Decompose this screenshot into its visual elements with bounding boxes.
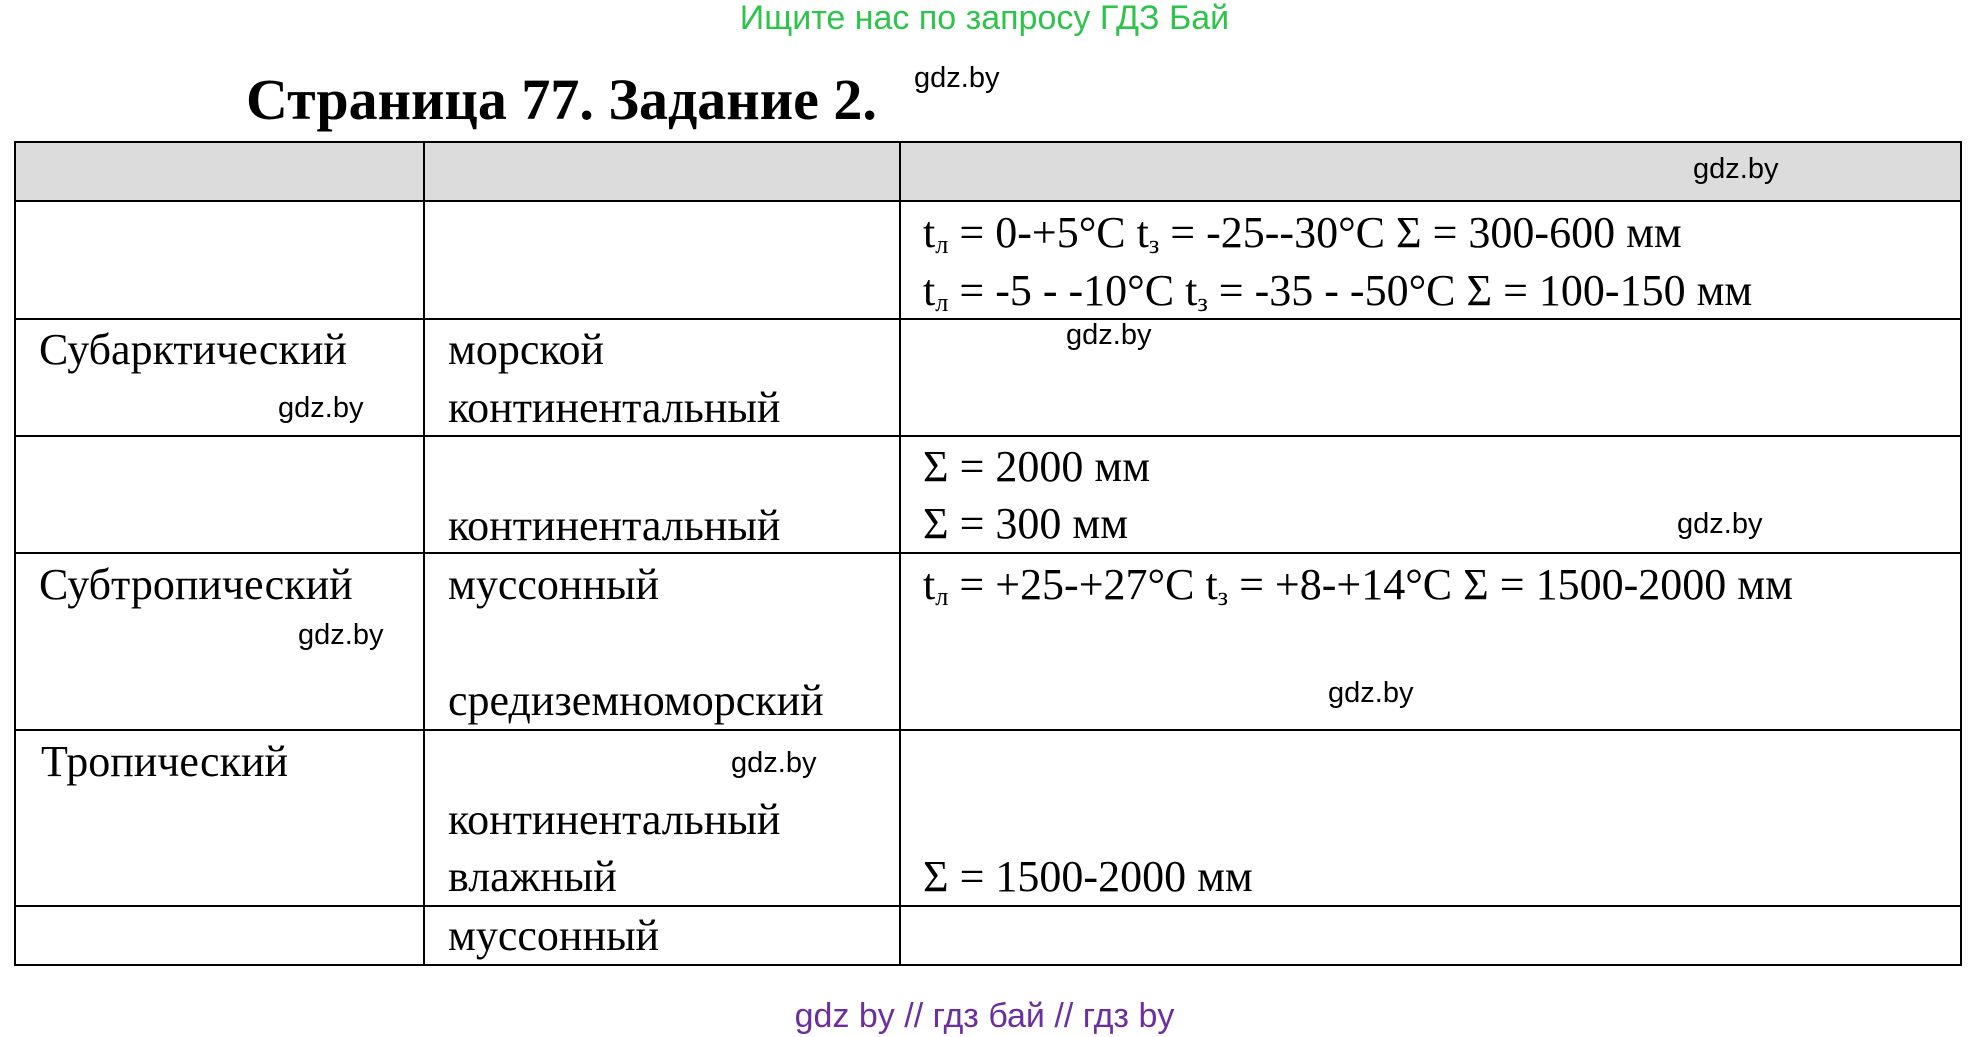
row4-climate-type: Субтропический (39, 560, 353, 609)
row5-climate-type: Тропический (41, 737, 289, 786)
row6-col2: муссонный (448, 911, 660, 960)
row2-col2-line2: континентальный (448, 383, 781, 432)
row4-col2-line2: средиземноморский (448, 676, 824, 725)
bottom-links[interactable]: gdz by // гдз бай // гдз by (794, 997, 1175, 1035)
row5-col2-line2: влажный (448, 852, 617, 901)
watermark: gdz.by (278, 392, 364, 424)
row3-col3-line1: Σ = 2000 мм (923, 442, 1151, 491)
row3-col2: континентальный (448, 501, 781, 550)
watermark: gdz.by (1677, 508, 1763, 540)
watermark: gdz.by (1066, 319, 1152, 351)
watermark: gdz.by (1328, 677, 1414, 709)
watermark: gdz.by (731, 747, 817, 779)
table-header-row (14, 141, 1962, 201)
row1-col3-line1: $t_л = 0-+5^\circ C$ $t_з = -25--30^\circ C$ Σ = 300-600 мм (923, 208, 1682, 259)
row4-col2-line1: муссонный (448, 560, 660, 609)
top-search-hint[interactable]: Ищите нас по запросу ГДЗ Бай (739, 0, 1230, 37)
page-title: Страница 77. Задание 2. (246, 67, 877, 132)
row1-col3-line2: $t_л = -5 - -10^\circ C$ $t_з = -35 - -50^\circ C$ Σ = 100-150 мм (923, 266, 1753, 317)
row5-col3: Σ = 1500-2000 мм (923, 852, 1253, 901)
watermark: gdz.by (1693, 153, 1779, 185)
row3-col3-line2: Σ = 300 мм (923, 499, 1129, 548)
row2-col2-line1: морской (448, 325, 605, 374)
watermark: gdz.by (298, 619, 384, 651)
row5-col2-line1: континентальный (448, 795, 781, 844)
row2-climate-type: Субарктический (39, 325, 347, 374)
row4-col3-line1: $t_л = +25-+27^\circ C$ $t_з = +8-+14^\circ C$ Σ = 1500-2000 мм (923, 560, 1793, 611)
watermark: gdz.by (914, 62, 1000, 94)
